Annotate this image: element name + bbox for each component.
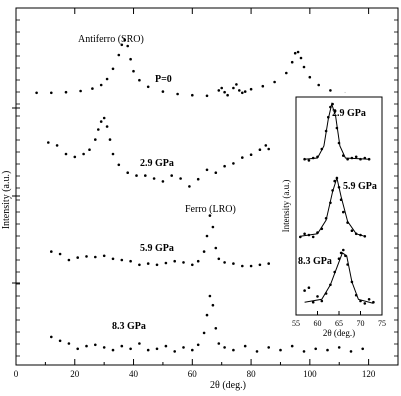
data-point (97, 128, 100, 131)
x-tick-label-6: 120 (361, 369, 376, 379)
inset-data-point (355, 294, 358, 297)
data-point (206, 235, 209, 238)
data-point (215, 327, 218, 330)
data-point (165, 345, 168, 348)
inset-y-axis-label: Intensity (a.u.) (281, 179, 291, 233)
inset-data-point (325, 130, 328, 133)
data-point (100, 84, 103, 87)
data-point (118, 54, 121, 57)
inset-data-point (355, 233, 358, 236)
data-point (79, 90, 82, 93)
data-point (112, 349, 115, 352)
data-point (47, 141, 50, 144)
data-point (85, 255, 88, 258)
data-point (212, 304, 215, 307)
inset-data-point (346, 158, 349, 161)
data-point (135, 174, 138, 177)
data-point (126, 171, 129, 174)
inset-data-point (364, 157, 367, 160)
data-point (144, 174, 147, 177)
data-point (297, 51, 300, 54)
data-point (179, 177, 182, 180)
inset-data-point (321, 300, 324, 303)
data-point (50, 250, 53, 253)
data-point (267, 346, 270, 349)
data-point (223, 346, 226, 349)
data-point (85, 345, 88, 348)
data-point (109, 138, 112, 141)
inset-data-point (336, 177, 339, 180)
inset-data-point (308, 286, 311, 289)
data-point (218, 258, 221, 261)
inset-data-point (359, 300, 362, 303)
data-point (215, 247, 218, 250)
data-point (241, 92, 244, 95)
inset-data-point (355, 156, 358, 159)
data-point (103, 117, 106, 120)
data-point (220, 87, 223, 90)
data-point (88, 148, 91, 151)
inset-data-point (364, 302, 367, 305)
data-point (182, 261, 185, 264)
inset-data-point (368, 298, 371, 301)
inset-data-point (316, 295, 319, 298)
inset-data-point (340, 252, 343, 255)
data-point (191, 349, 194, 352)
inset-data-point (351, 157, 354, 160)
inset-data-point (346, 263, 349, 266)
inset-data-point (312, 236, 315, 239)
data-point (197, 178, 200, 181)
data-point (309, 76, 312, 79)
data-point (138, 79, 141, 82)
data-point (203, 250, 206, 253)
inset-data-point (333, 271, 336, 274)
inset-data-point (351, 281, 354, 284)
data-point (329, 89, 332, 92)
inset-data-point (327, 116, 330, 119)
data-point (121, 259, 124, 262)
series-2 (50, 214, 270, 267)
inset-x-tick-label-2: 65 (335, 319, 343, 328)
data-point (215, 171, 218, 174)
inset-data-point (342, 211, 345, 214)
x-tick-label-3: 60 (187, 369, 197, 379)
data-point (68, 259, 71, 262)
inset-data-point (333, 180, 336, 183)
data-point (147, 262, 150, 265)
data-point (206, 314, 209, 317)
inset-series-label-1: 5.9 GPa (343, 181, 377, 192)
inset-data-point (342, 154, 345, 157)
data-point (165, 262, 168, 265)
inset-data-point (308, 234, 311, 237)
inset-data-point (321, 228, 324, 231)
x-tick-label-2: 40 (129, 369, 139, 379)
inset-data-point (364, 235, 367, 238)
data-point (112, 153, 115, 156)
inset-data-point (303, 158, 306, 161)
data-point (59, 340, 62, 343)
data-point (218, 342, 221, 345)
inset-x-tick-label-1: 60 (313, 319, 322, 328)
data-point (103, 255, 106, 258)
data-point (121, 345, 124, 348)
data-point (279, 349, 282, 352)
inset-data-point (308, 159, 311, 162)
data-point (173, 260, 176, 263)
data-point (129, 58, 132, 61)
data-point (94, 138, 97, 141)
series-label-1: 2.9 GPa (140, 158, 174, 169)
inset-data-point (342, 249, 345, 252)
x-tick-label-4: 80 (246, 369, 256, 379)
data-point (76, 256, 79, 259)
data-point (235, 83, 238, 86)
data-point (35, 92, 38, 95)
data-point (326, 349, 329, 352)
inset-data-point (338, 142, 341, 145)
data-point (162, 90, 165, 93)
data-point (132, 70, 135, 73)
data-point (203, 332, 206, 335)
data-point (188, 185, 191, 188)
data-point (350, 350, 353, 353)
data-point (273, 81, 276, 84)
series-label-3: 8.3 GPa (112, 321, 146, 332)
data-point (209, 295, 212, 298)
data-point (338, 346, 341, 349)
data-point (74, 156, 77, 159)
data-point (238, 89, 241, 92)
data-point (170, 174, 173, 177)
data-point (112, 68, 115, 71)
inset-x-tick-label-4: 75 (378, 319, 386, 328)
data-point (56, 144, 59, 147)
inset-data-point (359, 234, 362, 237)
data-point (100, 120, 103, 123)
inset-data-point (299, 236, 302, 239)
data-point (232, 162, 235, 165)
data-point (265, 144, 268, 147)
x-tick-label-1: 20 (70, 369, 80, 379)
inset-data-point (312, 301, 315, 304)
data-point (153, 177, 156, 180)
data-point (197, 344, 200, 347)
data-point (317, 84, 320, 87)
data-point (232, 87, 235, 90)
data-point (129, 348, 132, 351)
data-point (118, 164, 121, 167)
inset-data-point (340, 198, 343, 201)
data-point (156, 348, 159, 351)
data-point (241, 265, 244, 268)
inset-data-point (338, 257, 341, 260)
data-point (212, 226, 215, 229)
data-point (250, 153, 253, 156)
inset-data-point (325, 292, 328, 295)
data-point (303, 350, 306, 353)
data-point (223, 261, 226, 264)
data-point (162, 180, 165, 183)
data-point (156, 264, 159, 267)
inset-data-point (329, 202, 332, 205)
series-label-0: P=0 (155, 74, 172, 85)
data-point (218, 89, 221, 92)
y-axis-label: Intensity (a.u.) (1, 170, 12, 230)
data-point (126, 45, 129, 48)
data-point (206, 95, 209, 98)
data-point (94, 344, 97, 347)
data-point (129, 260, 132, 263)
inset-data-point (359, 158, 362, 161)
x-tick-label-5: 100 (303, 369, 317, 379)
inset-data-point (303, 289, 306, 292)
annotation-antiferro: Antiferro (SRO) (78, 34, 144, 45)
x-axis-label: 2θ (deg.) (210, 380, 246, 391)
inset-data-point (336, 127, 339, 130)
inset-data-point (346, 221, 349, 224)
data-point (291, 345, 294, 348)
inset-data-point (368, 158, 371, 161)
data-point (68, 342, 71, 345)
data-point (262, 85, 265, 88)
data-point (112, 258, 115, 261)
data-point (361, 348, 364, 351)
inset-data-point (329, 284, 332, 287)
data-point (50, 92, 53, 95)
inset-data-point (303, 233, 306, 236)
data-point (314, 348, 317, 351)
data-point (103, 346, 106, 349)
inset-data-point (321, 148, 324, 151)
data-point (303, 66, 306, 69)
data-point (91, 87, 94, 90)
data-point (50, 336, 53, 339)
data-point (82, 153, 85, 156)
inset-x-axis-label: 2θ (deg.) (322, 328, 356, 338)
data-point (259, 264, 262, 267)
inset-data-point (312, 157, 315, 160)
inset-data-point (325, 217, 328, 220)
data-point (197, 260, 200, 263)
x-tick-label-0: 0 (13, 369, 19, 379)
data-point (223, 91, 226, 94)
data-point (76, 348, 79, 351)
data-point (59, 253, 62, 256)
data-point (300, 57, 303, 60)
data-point (182, 346, 185, 349)
data-point (226, 94, 229, 97)
inset-data-point (331, 103, 334, 106)
inset-plot (281, 93, 388, 338)
inset-data-point (316, 156, 319, 159)
inset-data-point (316, 231, 319, 234)
series-0 (35, 39, 373, 99)
data-point (191, 264, 194, 267)
data-point (147, 349, 150, 352)
inset-x-tick-label-0: 55 (292, 319, 300, 328)
inset-data-point (331, 189, 334, 192)
data-point (250, 265, 253, 268)
data-point (294, 52, 297, 55)
data-point (206, 169, 209, 172)
data-point (147, 86, 150, 89)
data-point (244, 90, 247, 93)
series-1 (47, 117, 270, 188)
inset-x-tick-label-3: 70 (356, 319, 365, 328)
data-point (106, 78, 109, 81)
data-point (173, 350, 176, 353)
data-point (94, 256, 97, 259)
data-point (65, 153, 68, 156)
data-point (291, 61, 294, 64)
data-point (191, 94, 194, 97)
inset-series-label-2: 8.3 GPa (298, 256, 332, 267)
data-point (267, 148, 270, 151)
data-point (232, 349, 235, 352)
data-point (138, 264, 141, 267)
data-point (285, 72, 288, 75)
data-point (138, 342, 141, 345)
data-point (244, 345, 247, 348)
data-point (106, 125, 109, 128)
inset-data-point (372, 301, 375, 304)
annotation-ferro: Ferro (LRO) (185, 204, 236, 215)
inset-series-label-0: 2.9 GPa (332, 108, 366, 119)
data-point (267, 262, 270, 265)
data-point (241, 156, 244, 159)
data-point (232, 262, 235, 265)
data-point (250, 88, 253, 91)
data-point (176, 93, 179, 96)
data-point (256, 350, 259, 353)
inset-data-point (351, 229, 354, 232)
data-point (259, 148, 262, 151)
series-label-2: 5.9 GPa (140, 243, 174, 254)
data-point (65, 91, 68, 94)
inset-data-point (344, 255, 347, 258)
inset-data-point (338, 186, 341, 189)
data-point (223, 165, 226, 168)
